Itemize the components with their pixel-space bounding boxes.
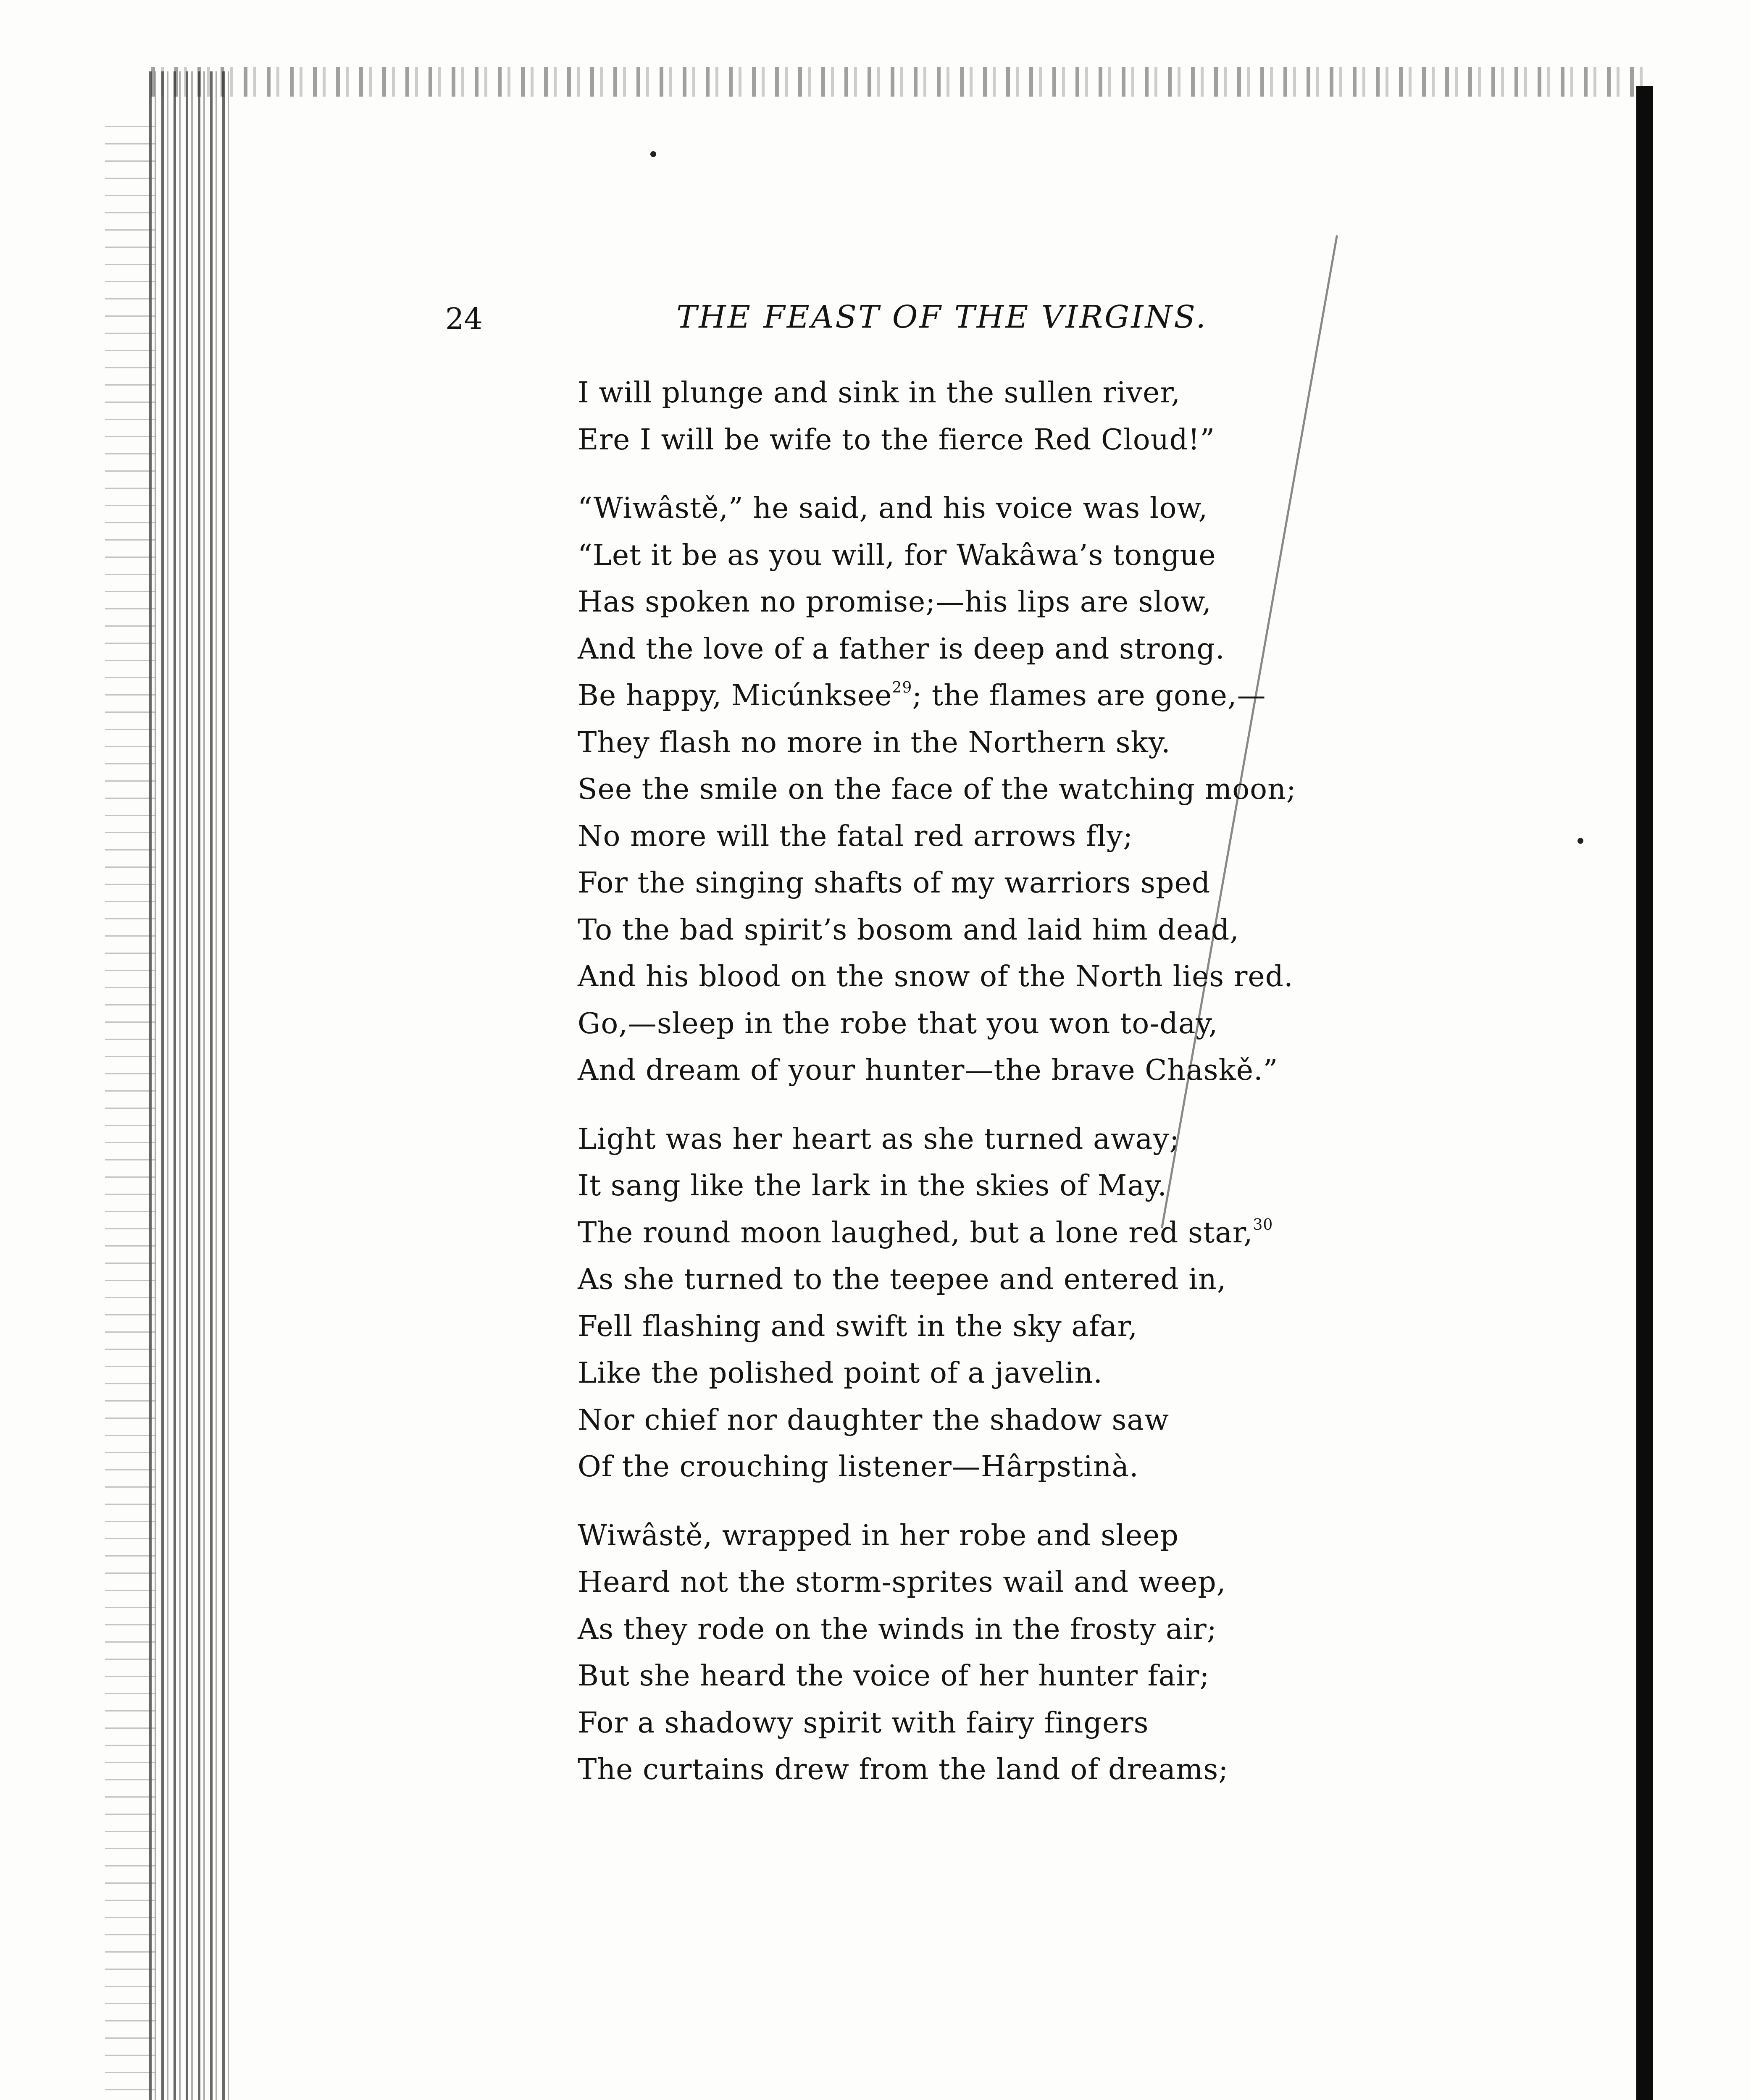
poem-line [578,1444,1418,1491]
line-text: As they rode on the winds in the frosty air; [578,1612,1217,1646]
poem-line [578,1000,1418,1047]
line-text-continued: ; the flames are gone,— [912,679,1266,712]
poem-line [578,907,1418,954]
poem-line [578,1047,1418,1094]
poem-line [578,1512,1418,1559]
poem-line [578,766,1418,813]
poem-line [578,1163,1418,1210]
line-text: To the bad spirit’s bosom and laid him dead, [578,913,1239,947]
line-text: And the love of a father is deep and strong. [578,632,1225,666]
line-text: It sang like the lark in the skies of May. [578,1169,1167,1202]
top-page-edge [151,67,1647,97]
line-text: See the smile on the face of the watching moon; [578,773,1296,806]
line-text: Light was her heart as she turned away; [578,1122,1180,1156]
stanza [578,485,1418,1094]
page-number: 24 [445,302,483,336]
poem-line [578,1397,1418,1444]
line-text: For the singing shafts of my warriors sped [578,866,1211,900]
line-text: Has spoken no promise;—his lips are slow, [578,585,1212,619]
line-text: And dream of your hunter—the brave Chaskě.” [578,1054,1278,1087]
ink-speck [650,151,656,157]
line-text: “Wiwâstě,” he said, and his voice was low, [578,492,1208,525]
line-text: Of the crouching listener—Hârpstinà. [578,1450,1139,1483]
poem-line [578,579,1418,626]
poem-line [578,1303,1418,1350]
line-text: No more will the fatal red arrows fly; [578,819,1133,853]
line-text: Like the polished point of a javelin. [578,1357,1103,1390]
line-text: Heard not the storm-sprites wail and weep, [578,1566,1226,1599]
poem-line [578,1210,1418,1257]
poem-line [578,417,1418,464]
running-header [420,294,1395,340]
binding-edge [149,71,229,2100]
line-text: They flash no more in the Northern sky. [578,726,1171,759]
poem-line [578,532,1418,579]
line-text: Ere I will be wife to the fierce Red Cloud!” [578,423,1215,457]
poem-line [578,1559,1418,1606]
line-text: For a shadowy spirit with fairy fingers [578,1706,1149,1740]
right-page-edge [1636,86,1653,2100]
line-text: Go,—sleep in the robe that you won to-day, [578,1007,1218,1040]
poem-line [578,1746,1418,1793]
footnote-marker: 29 [892,679,912,696]
poem-body [578,370,1418,1793]
binding-shadow [105,126,155,2100]
line-text: “Let it be as you will, for Wakâwa’s tongue [578,538,1216,572]
line-text: Nor chief nor daughter the shadow saw [578,1403,1170,1437]
stanza [578,1116,1418,1491]
poem-line [578,370,1418,417]
line-text: Fell flashing and swift in the sky afar, [578,1310,1138,1343]
ink-speck [1577,838,1583,844]
line-text: The round moon laughed, but a lone red star, [578,1216,1253,1250]
poem-line [578,719,1418,766]
poem-line [578,1606,1418,1653]
poem-line [578,1116,1418,1163]
line-text: But she heard the voice of her hunter fair; [578,1659,1210,1693]
line-text: The curtains drew from the land of dreams; [578,1753,1229,1786]
poem-line [578,813,1418,860]
line-text: Wiwâstě, wrapped in her robe and sleep [578,1519,1179,1552]
line-text: Be happy, Micúnksee [578,679,892,712]
poem-line [578,1700,1418,1747]
stanza [578,370,1418,463]
poem-line [578,953,1418,1000]
footnote-marker: 30 [1253,1216,1273,1234]
poem-line [578,485,1418,532]
poem-line [578,860,1418,907]
poem-line [578,1350,1418,1397]
line-text: I will plunge and sink in the sullen river, [578,376,1181,410]
line-text: As she turned to the teepee and entered in, [578,1263,1227,1296]
poem-line [578,626,1418,673]
poem-line [578,672,1418,719]
line-text: And his blood on the snow of the North lies red. [578,960,1294,993]
stanza [578,1512,1418,1793]
poem-line [578,1256,1418,1303]
poem-line [578,1653,1418,1700]
running-title: THE FEAST OF THE VIRGINS. [676,299,1207,335]
